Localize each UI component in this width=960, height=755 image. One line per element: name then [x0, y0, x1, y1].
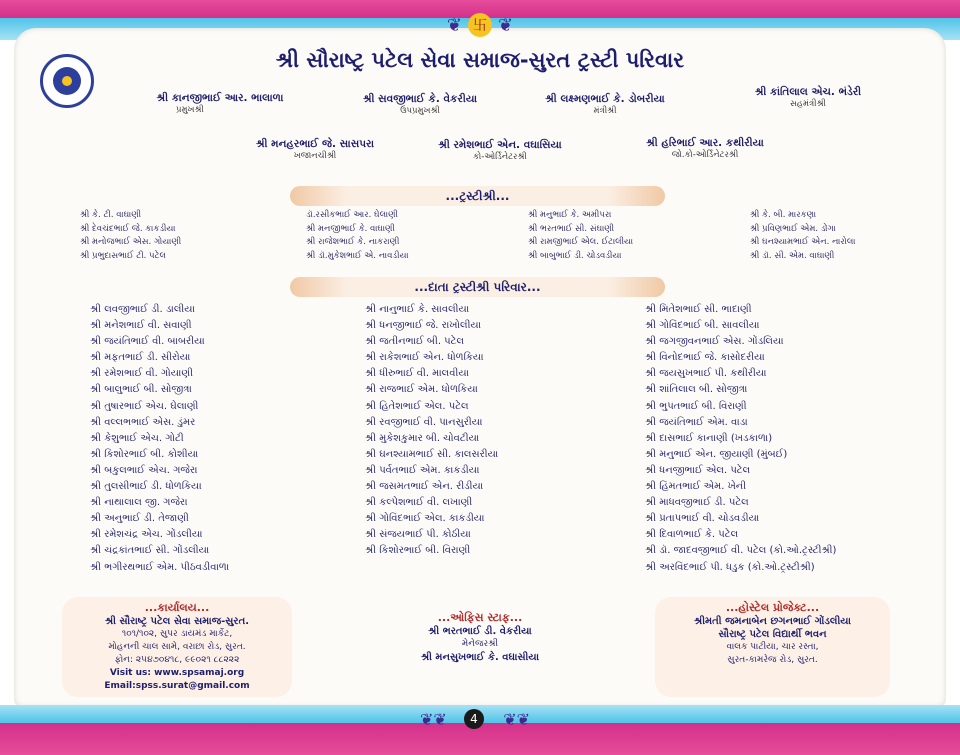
list-item: શ્રી ભરતભાઈ સી. સંઘાણી [528, 223, 615, 234]
list-item: શ્રી રવજીભાઈ વી. પાનસુરીયા [365, 416, 483, 428]
office-name: શ્રી સૌરાષ્ટ્ર પટેલ સેવા સમાજ-સુરત. [104, 616, 249, 627]
list-item: શ્રી ઘનશ્યામભાઈ સી. કાલસરીયા [365, 448, 499, 460]
office-email: Email:spss.surat@gmail.com [104, 681, 250, 691]
trustees-heading: ...ટ્રસ્ટીશ્રી... [290, 186, 665, 206]
office-website: Visit us: www.spsamaj.org [109, 668, 245, 678]
list-item: શ્રી દિવાળભાઈ કે. પટેલ [645, 529, 739, 541]
donors-heading: ...દાતા ટ્રસ્ટીશ્રી પરિવાર... [290, 277, 665, 297]
list-item: શ્રી રમેશભાઈ વી. ગોયાણી [90, 368, 193, 380]
list-item: શ્રી જયંતિભાઈ એમ. વાડા [645, 416, 748, 428]
list-item: શ્રી રામજીભાઈ એલ. ઈટાલીયા [528, 237, 634, 247]
list-item: શ્રી ભુપતભાઈ બી. વિરાણી [645, 400, 747, 412]
list-item: શ્રી ધનજીભાઈ જે. રાખોલીયા [365, 320, 482, 332]
list-item: શ્રી રાકેશભાઈ એન. ધોળકિયા [365, 352, 484, 364]
list-item: શ્રી અરવિંદભાઈ પી. ધડુક (કો.ઓ.ટ્રસ્ટીશ્રી) [645, 561, 815, 573]
officer-name: શ્રી કાંતિલાલ એચ. ભંડેરી [754, 86, 862, 98]
officer-name: શ્રી મનહરભાઈ જે. સાસપરા [255, 138, 375, 150]
list-item: શ્રી તુલસીભાઈ ડી. ધોળકિયા [90, 481, 202, 493]
list-item: શ્રી બાલુભાઈ બી. સોજીત્રા [90, 384, 192, 396]
staff-box [395, 607, 565, 681]
list-item: શ્રી હિતેશભાઈ એલ. પટેલ [365, 400, 469, 412]
list-item: શ્રી નાનુભાઈ કે. સાવલીયા [365, 304, 470, 315]
officer-name: શ્રી રમેશભાઈ એન. વઘાસિયા [438, 139, 562, 151]
list-item: શ્રી કેશુભાઈ એચ. ગોટી [90, 432, 184, 444]
officer-2 [340, 93, 500, 116]
donors-col-2 [365, 302, 498, 560]
staff-role-1: મેનેજરશ્રી [461, 639, 499, 649]
officer-5 [230, 138, 400, 161]
officer-role: પ્રમુખશ્રી [176, 105, 204, 115]
staff-heading: ...ઓફિસ સ્ટાફ... [437, 611, 523, 624]
list-item: શ્રી મિતેશભાઈ સી. ભાદાણી [645, 304, 752, 315]
list-item: શ્રી રમેશચંદ્ર એચ. ગોંડલીયા [90, 529, 203, 541]
officer-name: શ્રી હરિભાઈ આર. કથીરીયા [646, 137, 764, 149]
trustees-col-4 [750, 209, 855, 263]
top-ornament [430, 12, 530, 38]
trustees-col-3 [528, 209, 633, 263]
trustees-col-1 [80, 209, 181, 263]
list-item: શ્રી કિશોરભાઈ બી. કોશીયા [90, 448, 199, 460]
office-heading: ...કાર્યાલય... [144, 601, 210, 614]
list-item: શ્રી કલ્પેશભાઈ વી. લખાણી [365, 497, 473, 509]
officer-1 [140, 92, 300, 115]
list-item: શ્રી મનુભાઈ કે. અમીપરા [528, 210, 612, 220]
list-item: શ્રી ધનજીભાઈ એલ. પટેલ [645, 464, 751, 476]
officer-6 [410, 139, 590, 162]
list-item: શ્રી કે. ટી. વાઘાણી [80, 210, 142, 220]
list-item: શ્રી દાસભાઈ કાનાણી (ખડકાળા) [645, 432, 773, 444]
swirl-right-icon: ❦❦ [503, 709, 530, 729]
list-item: શ્રી રાજભાઈ એમ. ધોળકિયા [365, 384, 478, 396]
list-item: શ્રી ધીરુભાઈ વી. માલવીયા [365, 368, 469, 380]
list-item: શ્રી નાથાલાલ જી. ગજેરા [90, 497, 188, 509]
list-item: શ્રી પ્રતાપભાઈ વી. ચોડવડીયા [645, 513, 760, 525]
list-item: ડૉ.રસીકભાઈ આર. ઘેલાણી [306, 210, 398, 220]
officer-name: શ્રી સવજીભાઈ કે. વેકરીયા [362, 93, 478, 105]
list-item: શ્રી જયંતિભાઈ વી. બાબરીયા [90, 336, 205, 348]
swirl-right-icon: ❦ [498, 14, 514, 36]
swastik-icon: 卐 [468, 13, 492, 37]
officer-3 [520, 93, 690, 116]
list-item: શ્રી મનોજભાઈ એસ. ગોયાણી [80, 237, 182, 247]
officer-role: કો-ઓર્ડિનેટરશ્રી [473, 152, 527, 162]
swirl-left-icon: ❦❦ [420, 709, 447, 729]
donors-col-1 [90, 302, 229, 576]
list-item: શ્રી ચંદ્રકાંતભાઈ સી. ગોંડલીયા [90, 545, 210, 557]
list-item: શ્રી ડૉ. સી. એમ. વાઘાણી [750, 250, 835, 261]
list-item: શ્રી કિશોરભાઈ બી. વિરાણી [365, 545, 471, 557]
list-item: શ્રી દેવચંદભાઈ જે. કાકડીયા [80, 223, 176, 234]
officer-role: જો.કો-ઓર્ડિનેટરશ્રી [671, 150, 739, 160]
list-item: શ્રી બકુલભાઈ એચ. ગજેરા [90, 464, 198, 476]
list-item: શ્રી ઘનશ્યામભાઈ એન. નારોલા [750, 237, 856, 247]
office-box [62, 597, 292, 697]
office-phone: ફોન: ૨૫૪૭૦૪૧૮, ૯૯૦૨૧ ૮૮૨૨૨ [114, 655, 240, 665]
list-item: શ્રી જસમતભાઈ એન. રીડીયા [365, 481, 484, 493]
officer-role: સહમંત્રીશ્રી [790, 99, 826, 109]
staff-person-2: શ્રી મનસુખભાઈ કે. વઘાસીયા [420, 652, 540, 663]
list-item: શ્રી ગોવિંદભાઈ એલ. કાકડીયા [365, 513, 485, 525]
list-item: શ્રી મુકેશકુમાર બી. ચોવટીયા [365, 432, 480, 444]
officer-name: શ્રી કાનજીભાઈ આર. ભાલાળા [156, 92, 284, 104]
list-item: શ્રી વલ્લભભાઈ એસ. ડુંમર [90, 416, 196, 428]
list-item: શ્રી તુષારભાઈ એચ. ઘેલાણી [90, 400, 199, 412]
list-item: શ્રી રાજેશભાઈ કે. નાકરાણી [306, 237, 400, 247]
swirl-left-icon: ❦ [446, 14, 462, 36]
list-item: શ્રી લવજીભાઈ ડી. ડાલીયા [90, 304, 195, 315]
hostel-heading: ...હોસ્ટેલ પ્રોજેક્ટ... [725, 601, 820, 614]
hostel-line-2: સૌરાષ્ટ્ર પટેલ વિદ્યાર્થી ભવન [718, 629, 827, 640]
list-item: શ્રી ભગીરથભાઈ એમ. પીઠવડીવાળા [90, 561, 230, 573]
list-item: શ્રી ડૉ.મુકેશભાઈ એ. નાવડીયા [306, 250, 409, 261]
trustees-col-2 [306, 209, 409, 263]
list-item: શ્રી મનજીભાઈ કે. વાઘાણી [306, 223, 395, 234]
office-address-2: મોહનની ચાલ સામે, વરાછા રોડ, સુરત. [108, 642, 246, 652]
hostel-box [655, 597, 890, 697]
staff-person-1: શ્રી ભરતભાઈ ડી. વેકરીયા [428, 626, 532, 637]
list-item: શ્રી હિંમતભાઈ એમ. ખેની [645, 481, 747, 493]
list-item: શ્રી ગોવિંદભાઈ બી. સાવલીયા [645, 320, 760, 332]
list-item: શ્રી જગજીવનભાઈ એસ. ગોંડલિયા [645, 336, 784, 348]
list-item: શ્રી માધવજીભાઈ ડી. પટેલ [645, 497, 749, 509]
list-item: શ્રી કે. બી. મારકણા [750, 210, 817, 220]
list-item: શ્રી મનેશભાઈ વી. સવાણી [90, 320, 192, 332]
list-item: શ્રી ડૉ. જાદવજીભાઈ વી. પટેલ (કો.ઓ.ટ્રસ્ટીશ્રી) [645, 545, 837, 557]
list-item: શ્રી મફતભાઈ ડી. સીરોયા [90, 352, 191, 364]
list-item: શ્રી પ્રવિણભાઈ એમ. ડોંગા [750, 223, 836, 234]
list-item: શ્રી સંજયભાઈ પી. કોઠીયા [365, 529, 471, 541]
list-item: શ્રી બાબુભાઈ ડી. ચોડવડીયા [528, 250, 622, 261]
page-title: શ્રી સૌરાષ્ટ્ર પટેલ સેવા સમાજ-સુરત ટ્રસ્ટી પરિવાર [275, 48, 685, 72]
officer-7 [620, 137, 790, 160]
list-item: શ્રી જયસુખભાઈ પી. કથીરીયા [645, 368, 767, 380]
list-item: શ્રી પર્વતભાઈ એમ. કાકડીયા [365, 464, 480, 476]
office-address-1: ૧૦૧/૧૦૨, સુપર ડાયમંડ માર્કેટ, [121, 629, 233, 639]
page-number: 4 [464, 709, 484, 729]
officer-4 [728, 86, 888, 109]
officer-role: મંત્રીશ્રી [593, 106, 617, 116]
hostel-line-3: વાલક પાટીયા, ચાર રસ્તા, [726, 642, 819, 652]
officer-name: શ્રી લક્ષ્મણભાઈ કે. ડોબરીયા [545, 93, 665, 105]
list-item: શ્રી શાંતિલાલ બી. સોજીત્રા [645, 384, 748, 396]
donors-col-3 [645, 302, 836, 576]
list-item: શ્રી વિનોદભાઈ જે. કાસોદરીયા [645, 352, 765, 364]
list-item: શ્રી જતીનભાઈ બી. પટેલ [365, 336, 465, 348]
list-item: શ્રી મનુભાઈ એન. જીયાણી (મુંબઈ) [645, 448, 788, 460]
list-item: શ્રી અનુભાઈ ડી. તેજાણી [90, 513, 189, 525]
hostel-line-1: શ્રીમતી જમનાબેન છગનભાઈ ગોંડલીયા [694, 616, 851, 627]
hostel-line-4: સુરત-કામરેજ રોડ, સુરત. [727, 655, 818, 665]
officer-role: ખજાનચીશ્રી [293, 151, 337, 161]
list-item: શ્રી પ્રભુદાસભાઈ ટી. પટેલ [80, 250, 166, 261]
officer-role: ઉપપ્રમુખશ્રી [400, 106, 440, 116]
